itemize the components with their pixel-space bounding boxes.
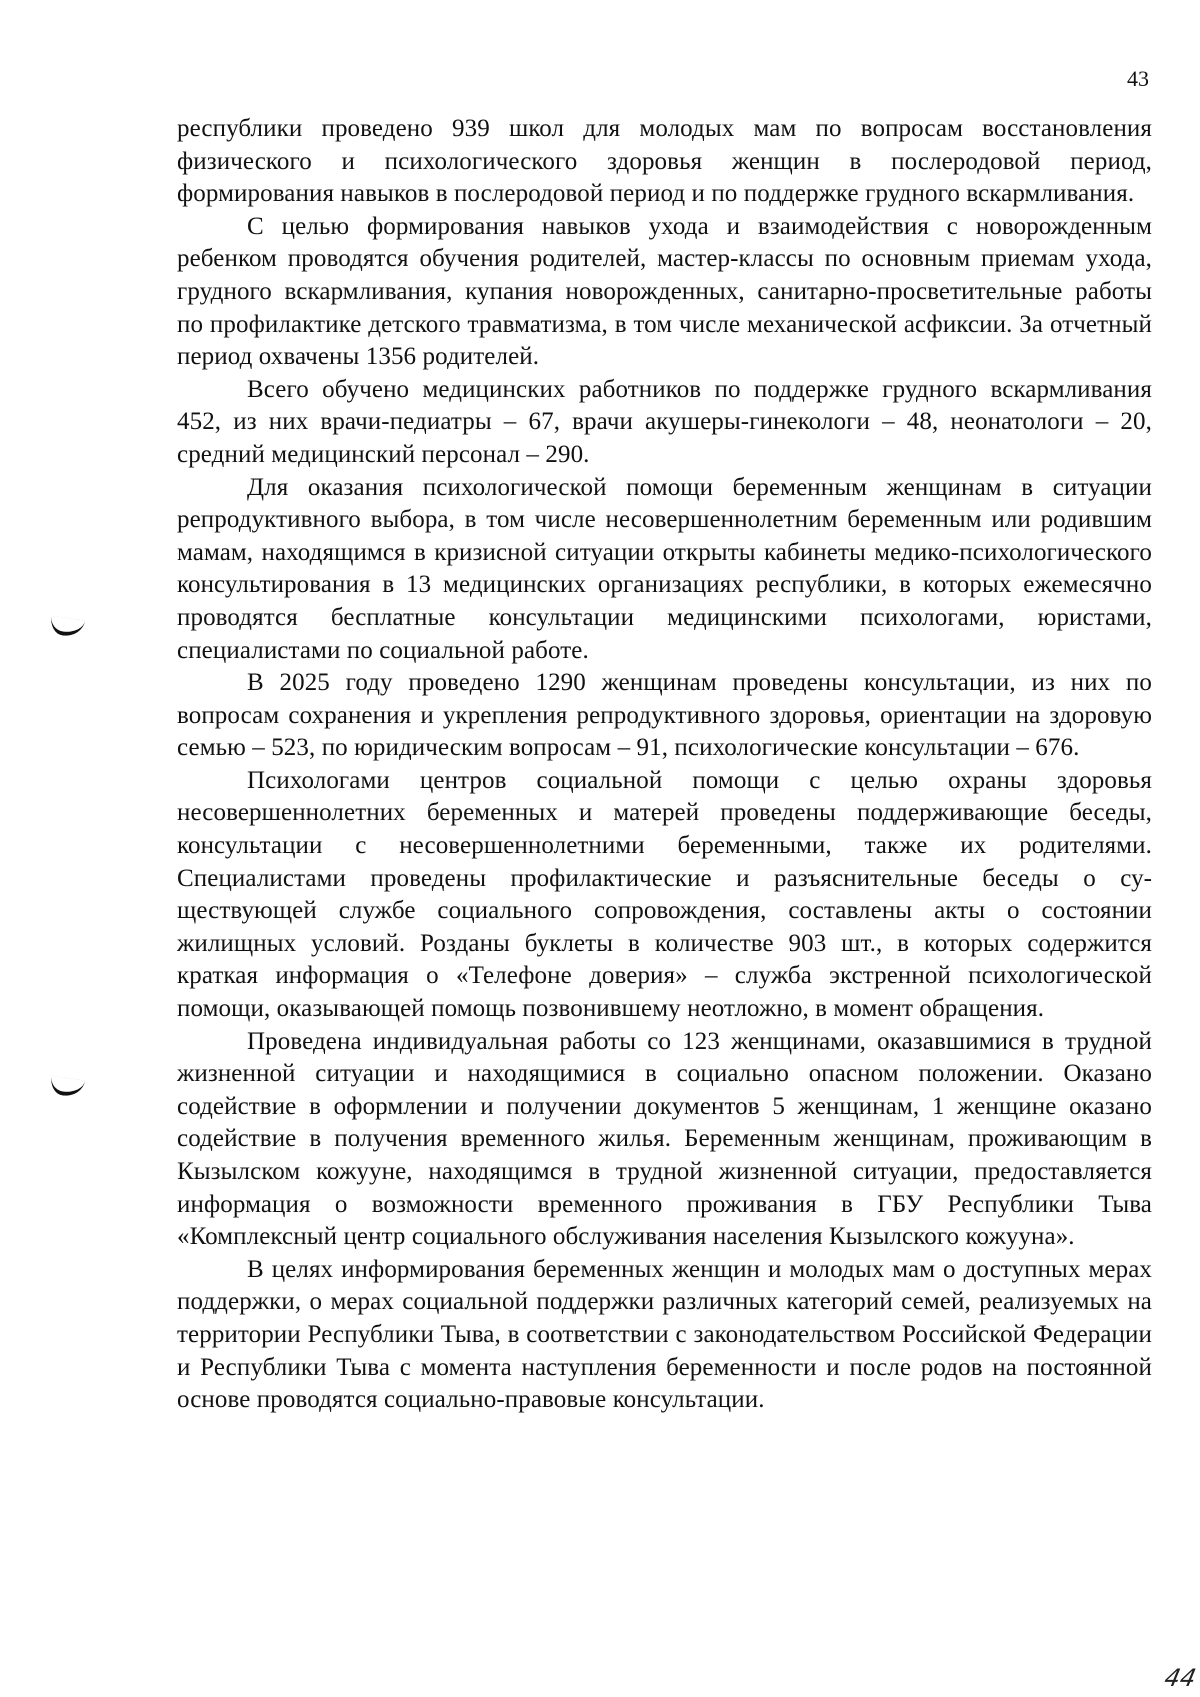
paragraph: республики проведено 939 школ для молодых мам по вопросам восстановления физического и психологического здоровья женщин в послеродовой период, формирования навыков в послеродовой период и по поддержке грудного вскармливания.: [177, 115, 1152, 208]
scan-mark: [49, 616, 85, 639]
paragraph: Для оказания психологической помощи беременным женщинам в ситуации репродуктивного выбора, в том числе несовершеннолетним беременным или родившим мамам, находящимся в кризисной ситуации открыты кабинеты медико-психологического консультирования в 13 медицинских организациях республики, в которых ежемесячно проводятся бесплатные консультации медицинскими психологами, юристами, специалистами по социальной работе.: [177, 473, 1152, 664]
paragraph: С целью формирования навыков ухода и взаимодействия с новорожденным ребенком проводятся обучения родителей, мастер-классы по основным приемам ухода, грудного вскармливания, купания новорожденных, санитарно-просветительные работы по профилактике детского травматизма, в том числе механической асфиксии. За отчетный период охвачены 1356 родителей.: [177, 212, 1152, 371]
paragraph: В целях информирования беременных женщин и молодых мам о доступных мерах поддержки, о мерах социальной поддержки различных категорий семей, реализуемых на территории Республики Тыва, в соответствии с законодательством Российской Федерации и Республики Тыва с момента наступления беременности и после родов на постоянной основе проводятся социально-правовые консультации.: [177, 1255, 1152, 1414]
scan-mark: [49, 1076, 85, 1099]
paragraph: Всего обучено медицинских работников по поддержке грудного вскармливания 452, из них врачи-педиатры – 67, врачи акушеры-гинекологи – 48, неонатологи – 20, средний медицинский персонал – 290.: [177, 375, 1152, 468]
paragraph: Психологами центров социальной помощи с целью охраны здоровья несовершеннолетних беременных и матерей проведены поддерживающие беседы, консультации с несовершеннолетними беременными, также их родителями. Специалистами проведены профилактические и разъяснительные беседы о существующей службе социального сопровождения, составлены акты о состоянии жилищных условий. Розданы буклеты в количестве 903 шт., в которых содержится краткая информация о «Телефоне доверия» – служба экстренной психологической помощи, оказывающей помощь позвонившему неотложно, в момент обращения.: [177, 766, 1152, 1023]
document-body: [177, 113, 1152, 1417]
handwritten-page-number: 44: [1162, 1664, 1199, 1692]
paragraph: Проведена индивидуальная работы со 123 женщинами, оказавшимися в трудной жизненной ситуации и находящимися в социально опасном положении. Оказано содействие в оформлении и получении документов 5 женщинам, 1 женщине оказано содействие в получения временного жилья. Беременным женщинам, проживающим в Кызылском кожууне, находящимся в трудной жизненной ситуации, предоставляется информация о возможности временного проживания в ГБУ Республики Тыва «Комплексный центр социального обслуживания населения Кызылского кожууна».: [177, 1027, 1152, 1251]
page-number: 43: [1127, 66, 1149, 91]
paragraph: В 2025 году проведено 1290 женщинам проведены консультации, из них по вопросам сохранения и укрепления репродуктивного здоровья, ориентации на здоровую семью – 523, по юридическим вопросам – 91, психологические консультации – 676.: [177, 669, 1152, 762]
